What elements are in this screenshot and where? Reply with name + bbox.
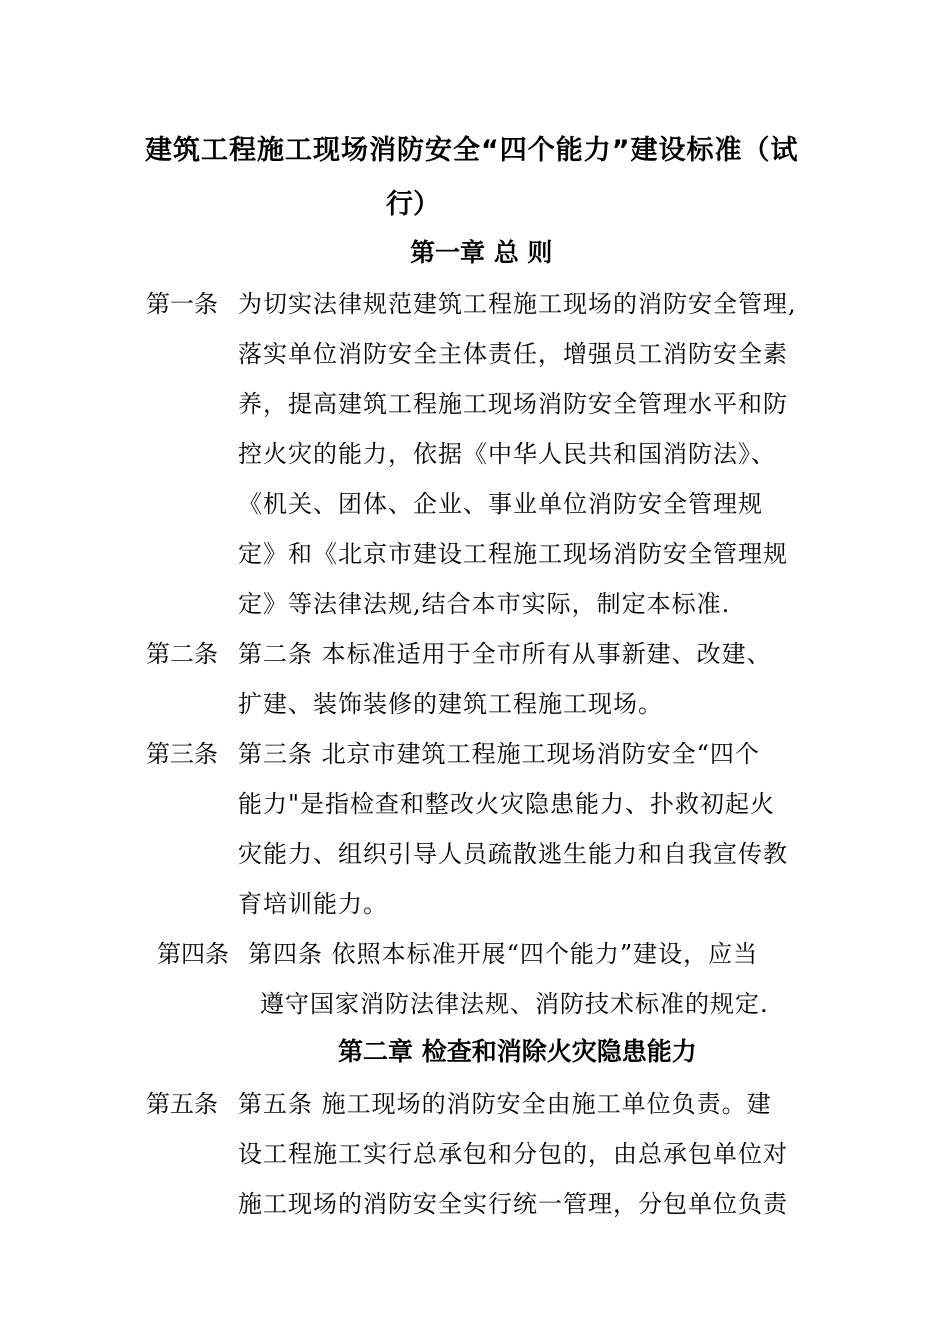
article-1-line: 控火灾的能力，依据《中华人民共和国消防法》、	[238, 440, 776, 468]
article-3-line: 能力"是指检查和整改火灾隐患能力、扑救初起火	[238, 790, 776, 818]
article-5-line: 设工程施工实行总承包和分包的，由总承包单位对	[238, 1140, 788, 1168]
article-1-line: 定》和《北京市建设工程施工现场消防安全管理规	[238, 540, 788, 568]
document-title-line1: 建筑工程施工现场消防安全“四个能力”建设标准（试	[145, 135, 799, 166]
chapter-2-heading: 第二章 检查和消除火灾隐患能力	[338, 1037, 697, 1066]
article-2-line: 扩建、装饰装修的建筑工程施工现场。	[238, 690, 663, 718]
article-1-label: 第一条	[146, 290, 218, 318]
article-4-line: 第四条 依照本标准开展“四个能力”建设，应当	[248, 940, 759, 968]
article-5-label: 第五条	[146, 1090, 218, 1118]
article-1-line: 落实单位消防安全主体责任，增强员工消防安全素	[238, 340, 788, 368]
article-2-line: 第二条 本标准适用于全市所有从事新建、改建、	[238, 640, 772, 668]
article-5-line: 施工现场的消防安全实行统一管理，分包单位负责	[238, 1190, 788, 1218]
article-3-line: 育培训能力。	[238, 890, 388, 918]
article-1-line: 为切实法律规范建筑工程施工现场的消防安全管理,	[238, 290, 797, 318]
article-2-label: 第二条	[146, 640, 218, 668]
article-3-line: 灾能力、组织引导人员疏散逃生能力和自我宣传教	[238, 840, 788, 868]
chapter-1-heading: 第一章 总 则	[410, 238, 553, 267]
document-title-line2: 行）	[386, 189, 440, 220]
article-4-line: 遵守国家消防法律法规、消防技术标准的规定.	[260, 990, 769, 1018]
article-1-line: 《机关、团体、企业、事业单位消防安全管理规	[238, 490, 763, 518]
article-1-line: 养，提高建筑工程施工现场消防安全管理水平和防	[238, 390, 788, 418]
article-1-line: 定》等法律法规,结合本市实际，制定本标准.	[238, 590, 731, 618]
article-3-line: 第三条 北京市建筑工程施工现场消防安全“四个	[238, 740, 760, 768]
article-4-label: 第四条	[157, 940, 229, 968]
article-5-line: 第五条 施工现场的消防安全由施工单位负责。建	[238, 1090, 772, 1118]
article-3-label: 第三条	[146, 740, 218, 768]
